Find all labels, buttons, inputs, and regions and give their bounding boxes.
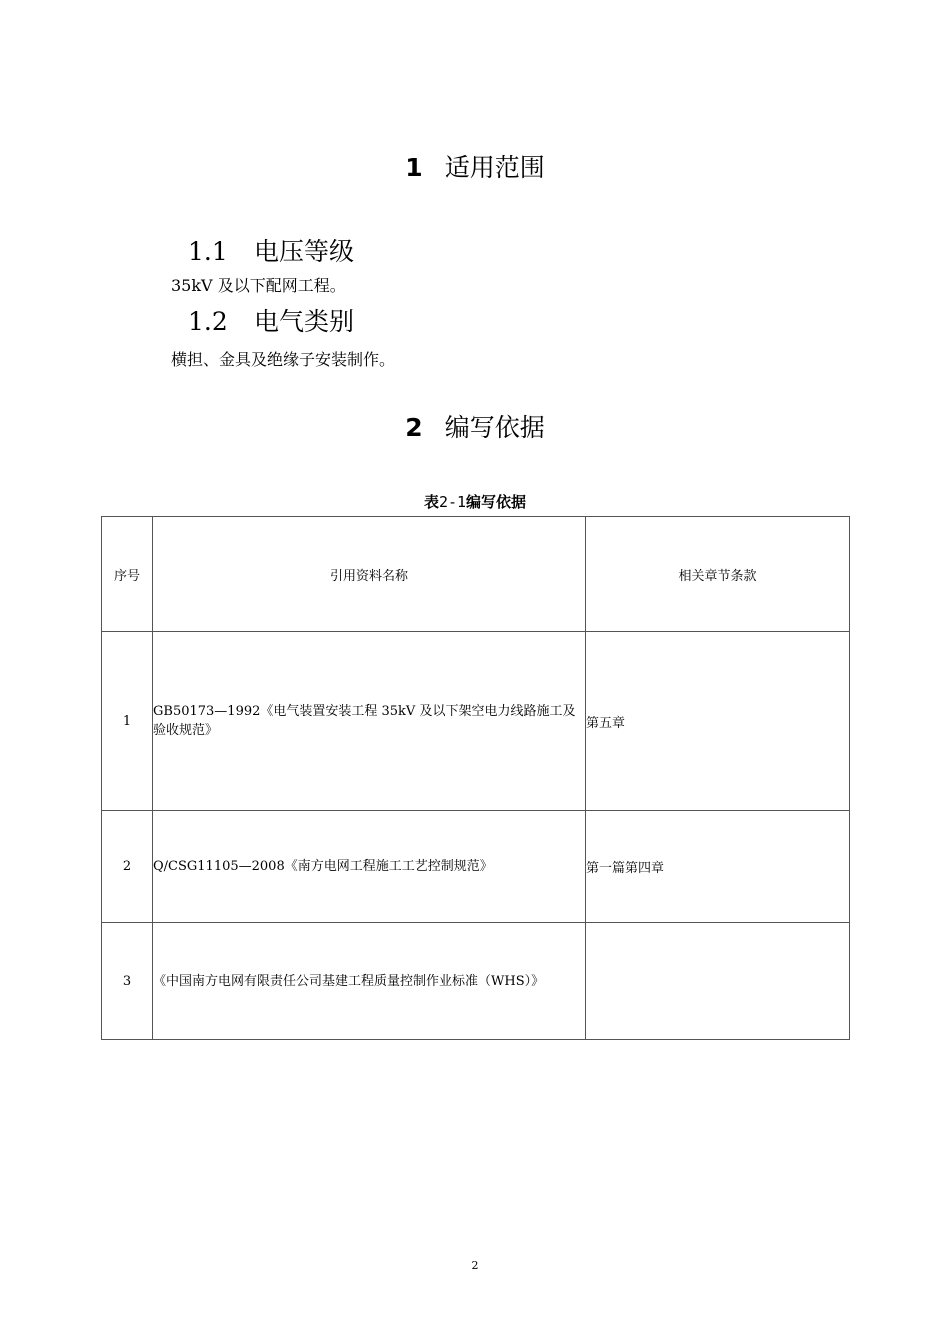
subsection-1-1-text: 35kV 及以下配网工程。 [171, 276, 346, 295]
section-2-number: 2 [405, 413, 423, 442]
row-name: GB50173—1992《电气装置安装工程 35kV 及以下架空电力线路施工及验收规范》 [153, 632, 586, 811]
row-name: 《中国南方电网有限责任公司基建工程质量控制作业标准（WHS）》 [153, 923, 586, 1040]
subsection-1-1-number: 1.1 [188, 237, 228, 266]
section-1-heading [0, 148, 950, 184]
section-1-title: 适用范围 [444, 153, 545, 182]
subsection-1-2-heading [188, 302, 354, 338]
table-caption [0, 491, 950, 512]
subsection-1-1-title: 电压等级 [254, 237, 355, 266]
section-2-heading [0, 408, 950, 444]
table-row [102, 811, 850, 923]
header-name: 引用资料名称 [153, 517, 586, 632]
header-section: 相关章节条款 [586, 517, 850, 632]
subsection-1-2-number: 1.2 [188, 307, 228, 336]
subsection-1-2-text: 横担、金具及绝缘子安装制作。 [171, 350, 396, 369]
table-caption-number: 2-1 [438, 493, 467, 511]
row-index: 1 [102, 632, 153, 811]
row-index: 3 [102, 923, 153, 1040]
subsection-1-1-heading [188, 232, 354, 268]
header-index: 序号 [102, 517, 153, 632]
table-caption-prefix: 表 [423, 493, 439, 511]
table-row [102, 632, 850, 811]
row-section: 第五章 [586, 632, 850, 811]
row-section: 第一篇第四章 [586, 811, 850, 923]
basis-table [101, 516, 850, 1040]
table-caption-title: 编写依据 [466, 493, 527, 511]
table-row [102, 923, 850, 1040]
table-header-row [102, 517, 850, 632]
section-2-title: 编写依据 [444, 413, 545, 442]
row-section [586, 923, 850, 1040]
row-name: Q/CSG11105—2008《南方电网工程施工工艺控制规范》 [153, 811, 586, 923]
section-1-number: 1 [405, 153, 423, 182]
subsection-1-2-title: 电气类别 [254, 307, 355, 336]
row-index: 2 [102, 811, 153, 923]
page-number: 2 [471, 1259, 479, 1272]
